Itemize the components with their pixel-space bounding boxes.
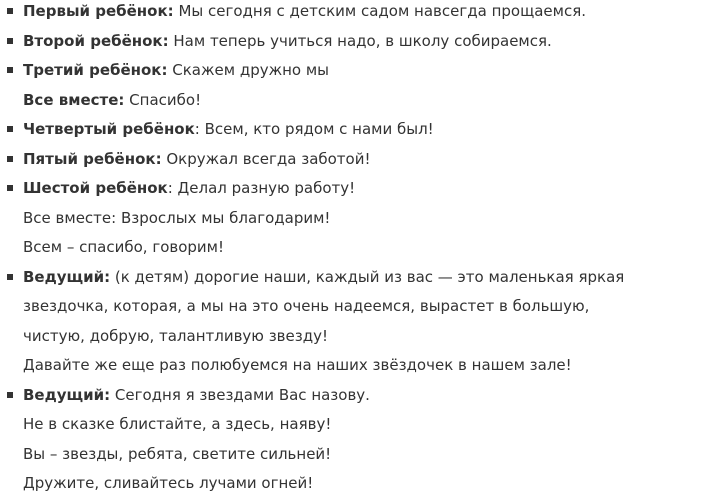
line-text: : Делал разную работу! (167, 179, 356, 197)
line-text: Спасибо! (124, 90, 202, 109)
line-text: Скажем дружно мы (167, 61, 330, 79)
line-text: Окружал всегда заботой! (161, 149, 371, 168)
line-text: Все вместе: Взрослых мы благодарим! (23, 208, 331, 227)
line-text: Нам теперь учиться надо, в школу собираемся. (168, 31, 552, 50)
line-text: Сегодня я звездами Вас назову. (110, 385, 370, 404)
list-item (23, 440, 331, 469)
bullet-icon (7, 38, 13, 44)
speaker-label: Третий ребёнок: (23, 61, 168, 79)
list-item (23, 145, 371, 174)
line-text: Вы – звезды, ребята, светите сильней! (23, 444, 332, 463)
speaker-label: Ведущий: (23, 385, 111, 404)
speaker-label: Все вместе: (23, 90, 125, 109)
speaker-label: Четвертый ребёнок (23, 120, 195, 138)
list-item (23, 381, 370, 410)
list-item (23, 115, 434, 144)
speaker-label: Второй ребёнок: (23, 31, 169, 50)
list-item (23, 351, 572, 380)
speaker-label: Шестой ребёнок (23, 179, 168, 197)
list-item (23, 0, 586, 26)
list-item (23, 204, 330, 233)
line-text: Всем – спасибо, говорим! (23, 238, 224, 256)
line-text: звездочка, которая, а мы на это очень надеемся, вырастет в большую, (23, 297, 590, 315)
list-item (23, 263, 624, 292)
bullet-icon (7, 274, 13, 280)
list-item (23, 86, 201, 115)
line-text: : Всем, кто рядом с нами был! (194, 120, 434, 138)
list-item (23, 27, 552, 56)
list-item (23, 233, 224, 262)
line-text: Не в сказке блистайте, а здесь, наяву! (23, 415, 332, 433)
list-item (23, 56, 329, 85)
bullet-icon (7, 126, 13, 132)
speaker-label: Пятый ребёнок: (23, 149, 162, 168)
bullet-icon (7, 156, 13, 162)
bullet-icon (7, 67, 13, 73)
speaker-label: Ведущий: (23, 267, 111, 286)
list-item (23, 322, 328, 351)
line-text: (к детям) дорогие наши, каждый из вас — это маленькая яркая (110, 267, 625, 286)
bullet-icon (7, 185, 13, 191)
speaker-label: Первый ребёнок: (23, 2, 174, 20)
line-text: Мы сегодня с детским садом навсегда прощаемся. (173, 2, 586, 20)
bullet-icon (7, 392, 13, 398)
list-item (23, 469, 313, 498)
list-item (23, 292, 589, 321)
list-item (23, 410, 331, 439)
line-text: Давайте же еще раз полюбуемся на наших звёздочек в нашем зале! (23, 356, 572, 374)
line-text: Дружите, сливайтесь лучами огней! (23, 474, 314, 492)
line-text: чистую, добрую, талантливую звезду! (23, 326, 328, 345)
bullet-icon (7, 8, 13, 14)
list-item (23, 174, 355, 203)
